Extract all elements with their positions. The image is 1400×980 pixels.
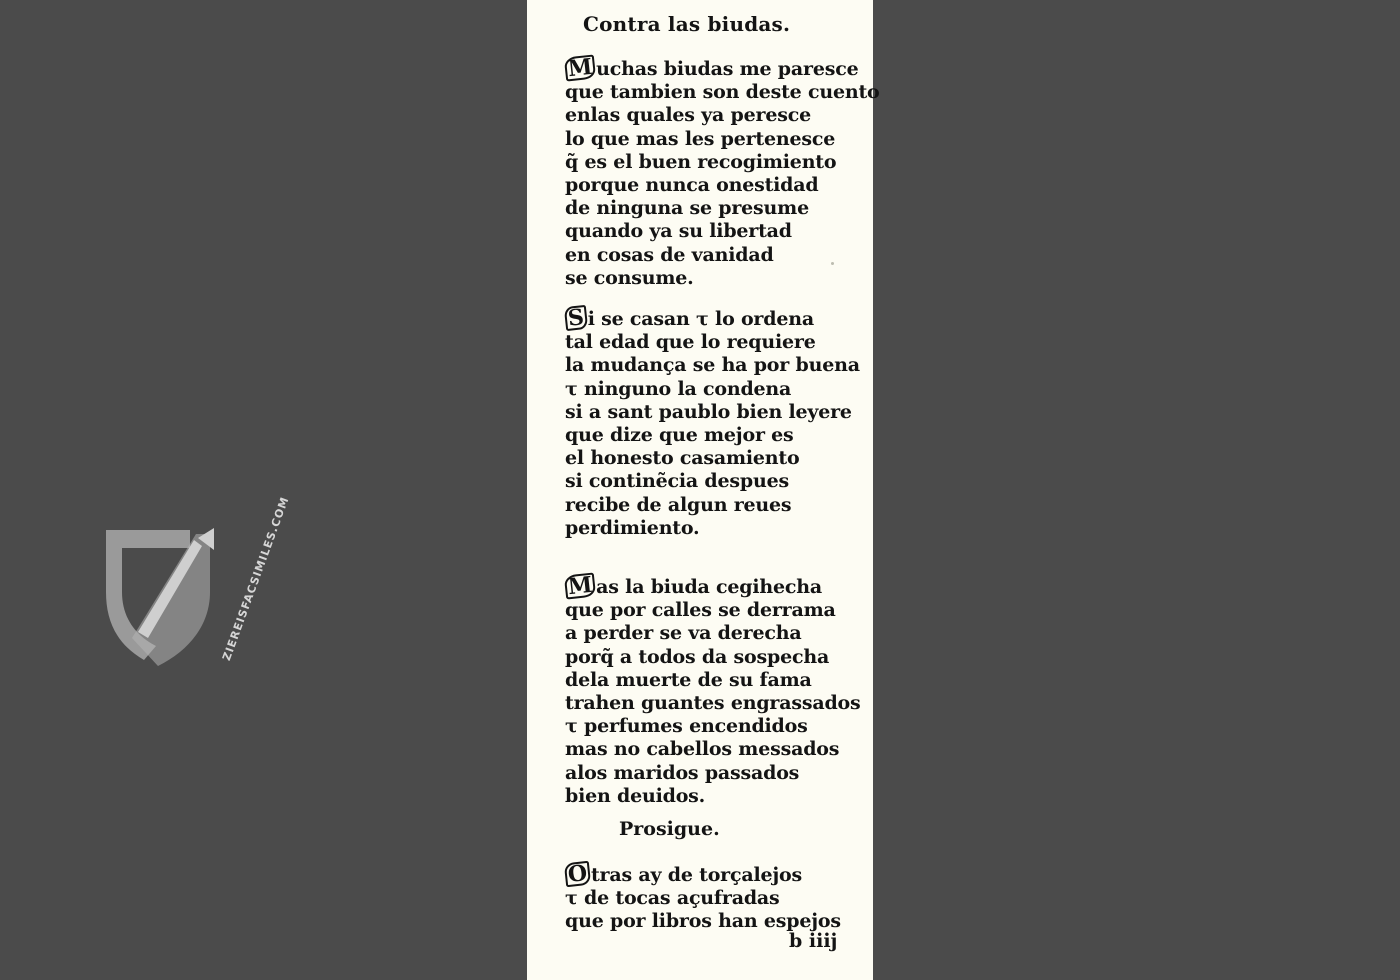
- stanza-line: τ perfumes encendidos: [565, 715, 808, 738]
- stanza-line: τ ninguno la condena: [565, 377, 792, 400]
- drop-initial: M: [564, 572, 596, 599]
- zier-logo-shield-icon: [98, 520, 228, 680]
- document-page: [527, 0, 880, 980]
- stanza-line: se consume.: [565, 266, 694, 289]
- stanza-line: q̃ es el buen recogimiento: [565, 150, 837, 173]
- stanza-line: [565, 306, 865, 331]
- stanza-line: quando ya su libertad: [565, 220, 792, 243]
- stanza-line: que tambien son deste cuento: [565, 81, 880, 104]
- stanza-line: [565, 53, 865, 83]
- stanza-line: trahen guantes engrassados: [565, 692, 861, 715]
- line-text: uchas biudas me paresce: [596, 58, 859, 80]
- watermark-text: ZIEREISFACSIMILES.COM: [220, 494, 292, 663]
- stanza-line: perdimiento.: [565, 516, 700, 539]
- stanza-line: [565, 862, 865, 887]
- stanza-line: alos maridos passados: [565, 761, 800, 784]
- stanza-line: mas no cabellos messados: [565, 738, 840, 761]
- ink-speck: [831, 262, 834, 265]
- drop-initial: M: [564, 54, 596, 81]
- stanza-2: [565, 306, 865, 540]
- stanza-line: dela muerte de su fama: [565, 668, 812, 691]
- signature-mark: b iiij: [789, 930, 838, 952]
- stanza-line: en cosas de vanidad: [565, 243, 774, 266]
- line-text: as la biuda cegihecha: [596, 576, 823, 598]
- stanza-line: [565, 571, 865, 601]
- drop-initial: O: [564, 861, 591, 887]
- stanza-3: [565, 571, 865, 808]
- stanza-line: τ de tocas açufradas: [565, 887, 780, 910]
- page-title: Contra las biudas.: [583, 12, 791, 36]
- stanza-line: que por libros han espejos: [565, 910, 841, 933]
- stanza-4: [565, 862, 865, 934]
- stanza-line: que dize que mejor es: [565, 424, 794, 447]
- stanza-line: a perder se va derecha: [565, 622, 802, 645]
- stanza-line: si continẽcia despues: [565, 470, 789, 493]
- stanza-line: tal edad que lo requiere: [565, 331, 816, 354]
- line-text: i se casan τ lo ordena: [587, 308, 814, 330]
- section-heading: Prosigue.: [619, 818, 720, 840]
- stanza-line: el honesto casamiento: [565, 447, 800, 470]
- stanza-line: lo que mas les pertenesce: [565, 127, 836, 150]
- stanza-line: si a sant paublo bien leyere: [565, 400, 852, 423]
- stanza-line: enlas quales ya peresce: [565, 104, 811, 127]
- stanza-line: que por calles se derrama: [565, 599, 836, 622]
- stanza-line: porque nunca onestidad: [565, 174, 819, 197]
- stanza-line: bien deuidos.: [565, 784, 706, 807]
- stanza-line: recibe de algun reues: [565, 493, 792, 516]
- stanza-line: la mudança se ha por buena: [565, 354, 860, 377]
- line-text: tras ay de torçalejos: [590, 864, 803, 886]
- drop-initial: S: [564, 305, 588, 331]
- stanza-line: de ninguna se presume: [565, 197, 809, 220]
- stanza-1: [565, 53, 880, 290]
- stanza-line: porq̃ a todos da sospecha: [565, 645, 830, 668]
